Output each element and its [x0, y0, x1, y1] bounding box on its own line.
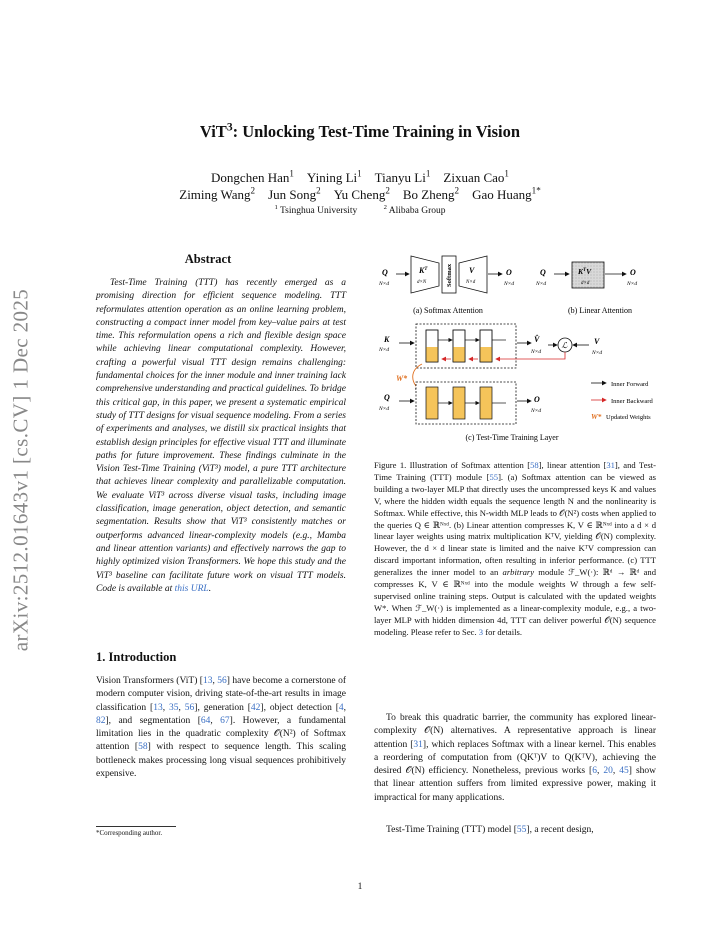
text-run: ], a recent design,	[526, 825, 594, 835]
author-affiliation-mark: 2	[316, 185, 321, 196]
intro-paragraph	[96, 675, 346, 781]
text-run: for details.	[483, 626, 522, 637]
author-affiliation-mark: 2	[250, 185, 256, 196]
citation-link[interactable]: 67	[220, 715, 230, 726]
citation-link[interactable]: 42	[250, 702, 261, 713]
paper-title: ViT$^3$: Unlocking Test-Time Training in Vision	[199, 121, 521, 141]
text-run: ] have become a cornerstone of modern computer vision, driving state-of-the-art results in image classification [	[96, 676, 346, 713]
svg-text:(c) Test-Time Training Layer: (c) Test-Time Training Layer	[465, 433, 559, 442]
author-affiliation-mark: 2	[385, 185, 390, 196]
svg-text:N×d: N×d	[531, 408, 542, 414]
text-run: Test-Time Training (TTT) model [	[386, 825, 517, 835]
text-run: ,	[343, 702, 347, 713]
affiliation-2: $^2$ Alibaba Group	[383, 203, 446, 216]
affiliation-1: $^1$ Tsinghua University	[274, 203, 358, 216]
affiliations	[60, 203, 660, 216]
author-name: Yu Cheng	[333, 187, 386, 202]
text-run: To break this quadratic barrier, the community has explored linear-complexity 𝒪(N) alternatives. A representative approach is linear attention [	[374, 713, 656, 750]
citation-link[interactable]: 3	[478, 626, 484, 637]
text-run: Figure 1. Illustration of Softmax attention [	[374, 460, 531, 470]
author-name: Yining Li	[306, 170, 358, 185]
svg-text:Updated Weights: Updated Weights	[606, 414, 651, 421]
svg-text:N×d: N×d	[379, 281, 390, 287]
author-name: Jun Song	[268, 187, 317, 202]
author-affiliation-mark: 1	[504, 168, 509, 179]
panel-c-ttt-layer	[378, 324, 653, 442]
citation-link[interactable]: 55	[516, 825, 527, 835]
svg-text:Q: Q	[540, 268, 546, 277]
abstract-heading: Abstract	[184, 252, 232, 266]
author-affiliation-mark: 1	[425, 168, 431, 179]
svg-text:Inner Forward: Inner Forward	[611, 381, 649, 388]
svg-text:KTV: $K^TV$	[578, 267, 592, 276]
text-run: ], which replaces Softmax with a linear kernel. This enables a reordering of computation from (QKᵀ)V to Q(KᵀV), achieving the desired 𝒪(N) efficiency. Nonetheless, previous works [	[374, 739, 656, 777]
text-run: ], object detection [	[260, 702, 339, 713]
citation-link[interactable]: 20	[603, 766, 613, 777]
svg-text:(a) Softmax Attention: (a) Softmax Attention	[413, 306, 483, 315]
citation-link[interactable]: 58	[530, 460, 539, 470]
panel-a-softmax-attention	[378, 256, 514, 315]
citation-link[interactable]: 31	[413, 739, 423, 750]
author-line-2	[60, 186, 660, 203]
svg-text:N×d: N×d	[504, 281, 515, 287]
author-affiliation-mark: 1*	[531, 185, 541, 196]
svg-text:KT: $K^T$	[419, 266, 428, 275]
svg-text:N×d: N×d	[531, 349, 542, 355]
figure-1-caption	[374, 460, 656, 639]
text-run: ,	[162, 702, 169, 713]
text-run: ], and segmentation [	[105, 715, 201, 726]
text-run: ] show that linear attention suffers from limited expressive power, making it impractical for many applications.	[374, 766, 657, 803]
text-run: ,	[210, 715, 221, 726]
svg-text:(b) Linear Attention: (b) Linear Attention	[568, 306, 632, 315]
svg-text:W*: W*	[396, 374, 408, 383]
svg-text:O: O	[506, 268, 512, 277]
text-run: ], and Test-Time Training (TTT) module [	[374, 460, 656, 482]
citation-link[interactable]: 35	[169, 702, 179, 713]
section-heading-introduction: 1. Introduction	[96, 650, 177, 664]
svg-text:N×d: N×d	[592, 350, 603, 356]
footnote-rule	[96, 826, 176, 827]
citation-link[interactable]: 56	[217, 676, 227, 686]
intro-paragraph-2	[374, 712, 656, 805]
svg-text:O: O	[630, 268, 636, 277]
author-name: Ziming Wang	[179, 187, 251, 202]
author-name: Bo Zheng	[402, 187, 455, 202]
svg-text:Q: Q	[382, 268, 388, 277]
svg-text:Inner Backward: Inner Backward	[611, 398, 653, 405]
abstract-body: Test-Time Training (TTT) has recently emerged as a promising direction for efficient sequence modeling. TTT reformulates attention operation as an online learning problem, constructing a compact inner model from key–value pairs at test time. This reformulation opens a rich and flexible design space while achieving linear computational complexity. However, crafting a powerful visual TTT design remains challenging: fundamental choices for the inner module and inner training lack comprehensive understanding and practical guidelines. To bridge this critical gap, in this paper, we present a systematic empirical study of TTT designs for visual sequence modeling. From a series of experiments and analyses, we distill six practical insights that establish design principles for effective visual TTT and illuminate paths for future improvement. These findings culminate in the Vision Test-Time Training (ViT³) model, a pure TTT architecture that achieves linear complexity and parallelizable computation. We evaluate ViT³ across diverse visual tasks, including image classification, image generation, object detection, and semantic segmentation. Results show that ViT³ consistently matches or outperforms advanced linear-complexity models (e.g., Mamba and linear attention variants) and effectively narrows the gap to highly optimized vision Transformers. We hope this study and the ViT³ baseline can facilitate future work on visual TTT models. Code is available at this URL.	[96, 278, 346, 594]
svg-text:d×d: d×d	[581, 281, 590, 286]
citation-link[interactable]: 55	[489, 471, 499, 482]
author-affiliation-mark: 2	[454, 185, 460, 196]
author-affiliation-mark: 1	[289, 168, 294, 179]
text-run: ,	[612, 766, 620, 777]
text-run: ,	[596, 766, 604, 777]
author-affiliation-mark: 1	[357, 168, 362, 179]
citation-link[interactable]: 31	[606, 460, 615, 470]
author-line-1	[60, 169, 660, 186]
author-list	[60, 169, 660, 203]
svg-text:Q: Q	[384, 393, 390, 402]
author-name: Gao Huang	[472, 187, 532, 202]
text-run: ], linear attention [	[538, 460, 607, 470]
citation-link[interactable]: 6	[592, 766, 597, 777]
text-run: ,	[212, 676, 218, 686]
svg-text:N×d: N×d	[536, 281, 547, 287]
svg-text:W*: W*	[591, 412, 602, 421]
text-run: ]. However, a fundamental limitation lies in the quadratic complexity 𝒪(N²) of Softmax attention [	[96, 715, 346, 753]
text-run: Vision Transformers (ViT) [	[96, 676, 203, 686]
svg-text:V: V	[469, 266, 475, 275]
citation-link[interactable]: 56	[184, 702, 195, 713]
citation-link[interactable]: 45	[619, 766, 629, 777]
text-run: ,	[178, 702, 185, 713]
author-name: Zixuan Cao	[443, 170, 505, 185]
svg-text:N×d: N×d	[379, 406, 390, 412]
svg-text:Softmax: Softmax	[446, 263, 453, 287]
svg-text:N×d: N×d	[379, 347, 390, 353]
citation-link[interactable]: 82	[96, 715, 106, 726]
citation-link[interactable]: 13	[202, 676, 213, 686]
svg-text:V̂: V̂	[534, 335, 540, 344]
text-run: arbitrary	[502, 567, 535, 578]
intro-paragraph-3	[374, 824, 656, 837]
footnote: *Corresponding author.	[96, 829, 163, 837]
citation-link[interactable]: 58	[138, 742, 148, 753]
arxiv-stamp: arXiv:2512.01643v1 [cs.CV] 1 Dec 2025	[8, 288, 33, 652]
svg-text:N×d: N×d	[627, 281, 638, 287]
citation-link[interactable]: 64	[200, 715, 211, 726]
text-run: ], generation [	[194, 702, 251, 713]
svg-text:V: V	[594, 337, 600, 346]
figure-1-diagram	[374, 250, 664, 450]
svg-text:K: K	[384, 335, 390, 344]
panel-b-linear-attention	[535, 262, 637, 315]
text-run: ]. (a) Softmax attention can be viewed as building a two-layer MLP that directly uses the uncompressed keys K and values V, where the hidden width equals the sequence length N and the nonlinearity is Softmax. While effective, this N-width MLP leads to 𝒪(N²) costs when applied to the queries Q ∈ ℝᴺˣᵈ. (b) Linear attention compresses K, V ∈ ℝᴺˣᵈ into a d × d linear layer weights using matrix multiplication KᵀV, yielding 𝒪(N) complexity. However, the d × d linear state is limited and the naive KᵀV compression can discard important information, often resulting in inferior performance. (c) TTT generalizes the inner model to an	[374, 471, 656, 578]
citation-link[interactable]: 13	[153, 702, 163, 713]
svg-text:d×N: d×N	[417, 280, 427, 285]
code-link[interactable]: this URL	[174, 583, 209, 594]
citation-link[interactable]: 4	[338, 702, 344, 713]
svg-text:O: O	[534, 395, 540, 404]
author-name: Tianyu Li	[374, 170, 426, 185]
svg-text:N×d: N×d	[466, 280, 476, 285]
author-name: Dongchen Han	[211, 170, 290, 185]
text-run: module ℱ_W(·): ℝᵈ → ℝᵈ and compresses K, V ∈ ℝᴺˣᵈ into the module weights W through a few self-supervised online training steps. Output is calculated with the updated weights W*. When ℱ_W(·) is implemented as a linear-complexity module, e.g., a two-layer MLP with hidden dimension 4d, TTT can deliver powerful 𝒪(N) sequence modeling. Please refer to Sec.	[374, 567, 656, 637]
page-number: 1	[357, 882, 363, 892]
text-run: ] with respect to sequence length. This scaling bottleneck makes processing long visual sequences prohibitively expensive.	[96, 742, 347, 780]
svg-text:ℒ: ℒ	[561, 341, 568, 350]
